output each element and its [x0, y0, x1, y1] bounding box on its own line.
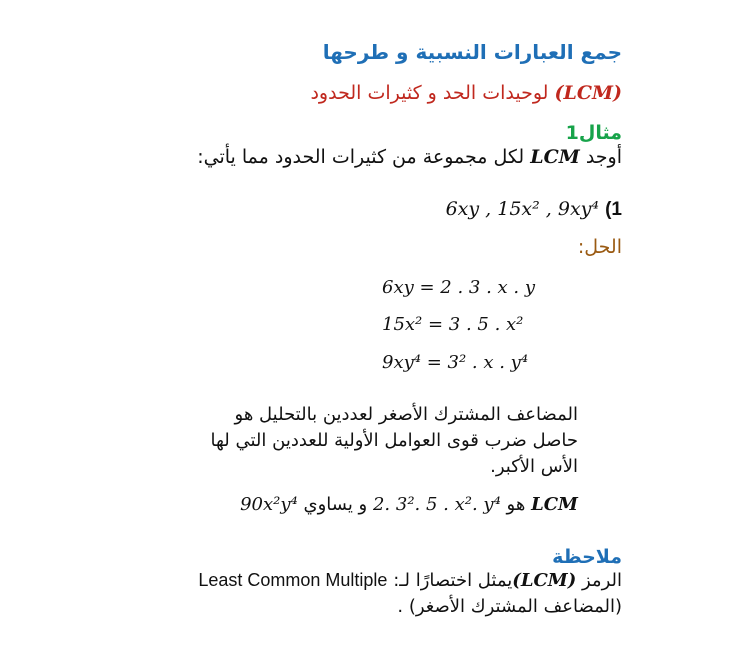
note-label: ملاحظة: [552, 546, 622, 568]
note-english: Least Common Multiple: [198, 570, 388, 590]
factorization-line: 9xy⁴ = 3² . x . y⁴: [382, 352, 529, 373]
result-word-equals: و يساوي: [303, 494, 368, 515]
problem-expression: 6xy , 15x² , 9xy⁴: [445, 198, 600, 220]
factorization-line: 6xy = 2 . 3 . x . y: [382, 277, 536, 298]
problem-1: [446, 198, 622, 221]
result-line: [240, 494, 578, 515]
subtitle-lcm: (LCM): [554, 82, 622, 104]
result-lcm: LCM: [531, 494, 578, 515]
result-word-is: هو: [506, 494, 526, 515]
note-mid: يمثل اختصارًا لـ:: [393, 570, 513, 591]
instruction-post: لكل مجموعة من كثيرات الحدود مما يأتي:: [197, 146, 525, 168]
explanation-line: حاصل ضرب قوى العوامل الأولية للعددين التي لها: [210, 430, 578, 451]
note-line-1: [198, 570, 622, 591]
instruction-lcm: LCM: [530, 146, 580, 168]
example-label: مثال1: [565, 122, 622, 144]
factorization-line: 15x² = 3 . 5 . x²: [382, 314, 524, 335]
instruction: [197, 146, 622, 168]
subtitle-text: لوحيدات الحد و كثيرات الحدود: [310, 82, 549, 104]
instruction-pre: أوجد: [585, 146, 622, 168]
problem-number: 1): [605, 199, 622, 220]
page-title: جمع العبارات النسبية و طرحها: [322, 40, 622, 64]
subtitle: [310, 82, 622, 104]
result-value: 90x²y⁴: [240, 494, 298, 515]
result-factors: 2. 3². 5 . x². y⁴: [372, 494, 501, 515]
explanation-line: المضاعف المشترك الأصغر لعددين بالتحليل هو: [234, 404, 578, 425]
note-line-2: (المضاعف المشترك الأصغر) .: [397, 596, 622, 617]
explanation-line: الأس الأكبر.: [490, 456, 578, 477]
note-pre: الرمز: [582, 570, 622, 591]
note-lcm: (LCM): [512, 570, 577, 591]
solution-label: الحل:: [577, 236, 622, 258]
